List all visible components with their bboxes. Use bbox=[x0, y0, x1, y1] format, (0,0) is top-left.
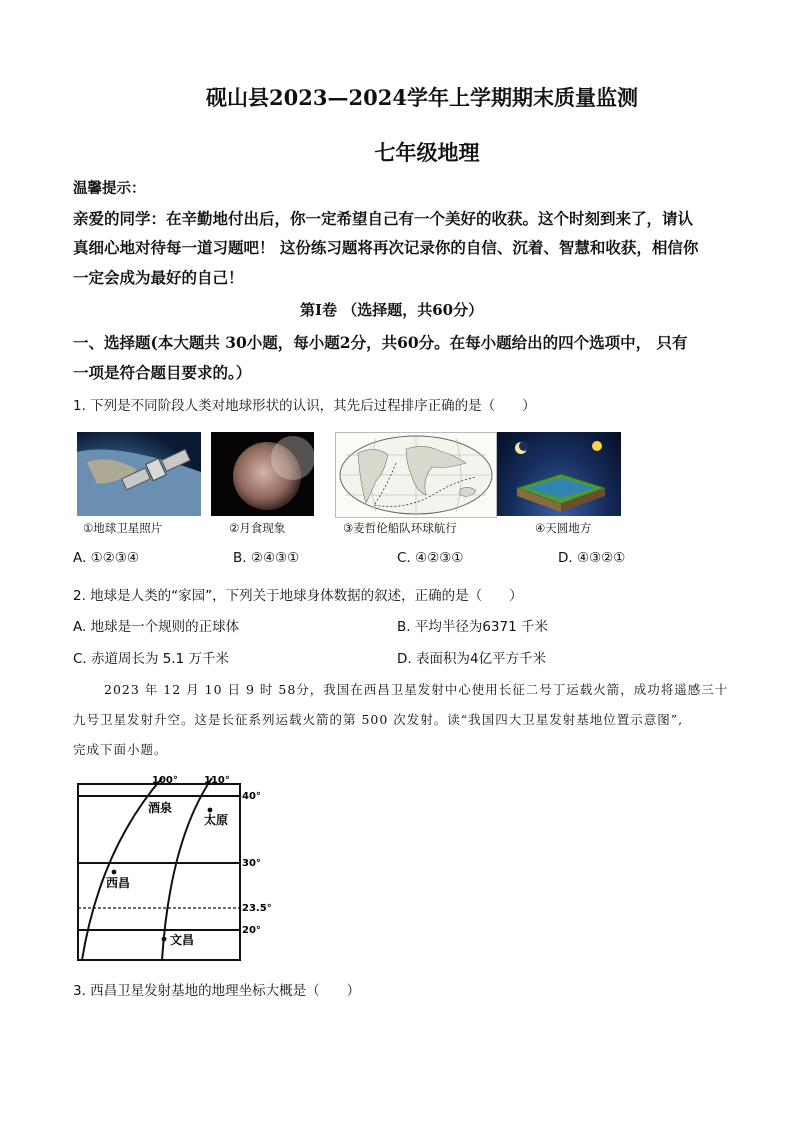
section-title: 第Ⅰ卷 （选择题，共60分） bbox=[300, 301, 484, 319]
page-title: 砚山县2023—2024学年上学期期末质量监测 bbox=[206, 85, 638, 110]
option-c[interactable]: C. ④②③① bbox=[397, 550, 464, 566]
latitude-label: 40° bbox=[242, 791, 261, 802]
site-marker-taiyuan bbox=[208, 808, 213, 813]
site-marker-wenchang bbox=[162, 937, 167, 942]
figure-caption: ③麦哲伦船队环球航行 bbox=[343, 521, 457, 535]
figure-caption: ②月食现象 bbox=[229, 521, 286, 535]
longitude-label: 100° bbox=[152, 775, 178, 786]
satellite-photo-image bbox=[77, 432, 201, 516]
section-instructions: 一项是符合题目要求的。） bbox=[73, 363, 252, 382]
question-2-stem: 2. 地球是人类的“家园”，下列关于地球身体数据的叙述，正确的是（ ） bbox=[73, 588, 523, 604]
site-label-wenchang: 文昌 bbox=[170, 933, 195, 947]
option-d[interactable]: D. ④③②① bbox=[558, 550, 626, 566]
option-d[interactable]: D. 表面积为4亿平方千米 bbox=[397, 651, 547, 667]
tips-label: 温馨提示： bbox=[73, 180, 146, 197]
site-label-taiyuan: 太原 bbox=[204, 813, 229, 827]
voyage-map-image bbox=[335, 432, 497, 518]
site-label-jiuquan: 酒泉 bbox=[148, 801, 173, 815]
option-b[interactable]: B. 平均半径为6371 千米 bbox=[397, 619, 548, 635]
option-b[interactable]: B. ②④③① bbox=[233, 550, 300, 566]
page-subtitle: 七年级地理 bbox=[374, 140, 480, 165]
latitude-label: 20° bbox=[242, 925, 261, 936]
longitude-label: 110° bbox=[204, 775, 230, 786]
site-label-xichang: 西昌 bbox=[106, 876, 131, 890]
heaven-earth-model-image bbox=[497, 432, 621, 516]
figure-caption: ①地球卫星照片 bbox=[83, 521, 163, 535]
section-instructions: 一、选择题(本大题共 30小题，每小题2分，共60分。在每小题给出的四个选项中， 只有 bbox=[73, 333, 688, 352]
latitude-label: 30° bbox=[242, 858, 261, 869]
latitude-label: 23.5° bbox=[242, 903, 272, 914]
option-a[interactable]: A. ①②③④ bbox=[73, 550, 139, 566]
passage-line: 2023 年 12 月 10 日 9 时 58分，我国在西昌卫星发射中心使用长征二号丁运载火箭，成功将遥感三十 bbox=[104, 682, 729, 697]
tips-line: 亲爱的同学：在辛勤地付出后，你一定希望自己有一个美好的收获。这个时刻到来了，请认 bbox=[73, 209, 694, 228]
figure-caption: ④天圆地方 bbox=[535, 521, 592, 535]
question-3-stem: 3. 西昌卫星发射基地的地理坐标大概是（ ） bbox=[73, 983, 361, 999]
tips-line: 一定会成为最好的自己！ bbox=[73, 268, 244, 287]
tips-line: 真细心地对待每一道习题吧！ 这份练习题将再次记录你的自信、沉着、智慧和收获，相信你 bbox=[73, 238, 699, 257]
option-a[interactable]: A. 地球是一个规则的正球体 bbox=[73, 619, 240, 635]
passage-line: 九号卫星发射升空。这是长征系列运载火箭的第 500 次发射。读“我国四大卫星发射基地位置示意图”, bbox=[73, 712, 684, 727]
lunar-eclipse-image bbox=[211, 432, 314, 516]
site-marker-xichang bbox=[112, 870, 117, 875]
question-1-figure bbox=[73, 420, 621, 540]
question-1-stem: 1. 下列是不同阶段人类对地球形状的认识，其先后过程排序正确的是（ ） bbox=[73, 398, 536, 414]
launch-site-map bbox=[70, 770, 280, 970]
option-c[interactable]: C. 赤道周长为 5.1 万千米 bbox=[73, 651, 230, 667]
passage-line: 完成下面小题。 bbox=[73, 742, 168, 757]
